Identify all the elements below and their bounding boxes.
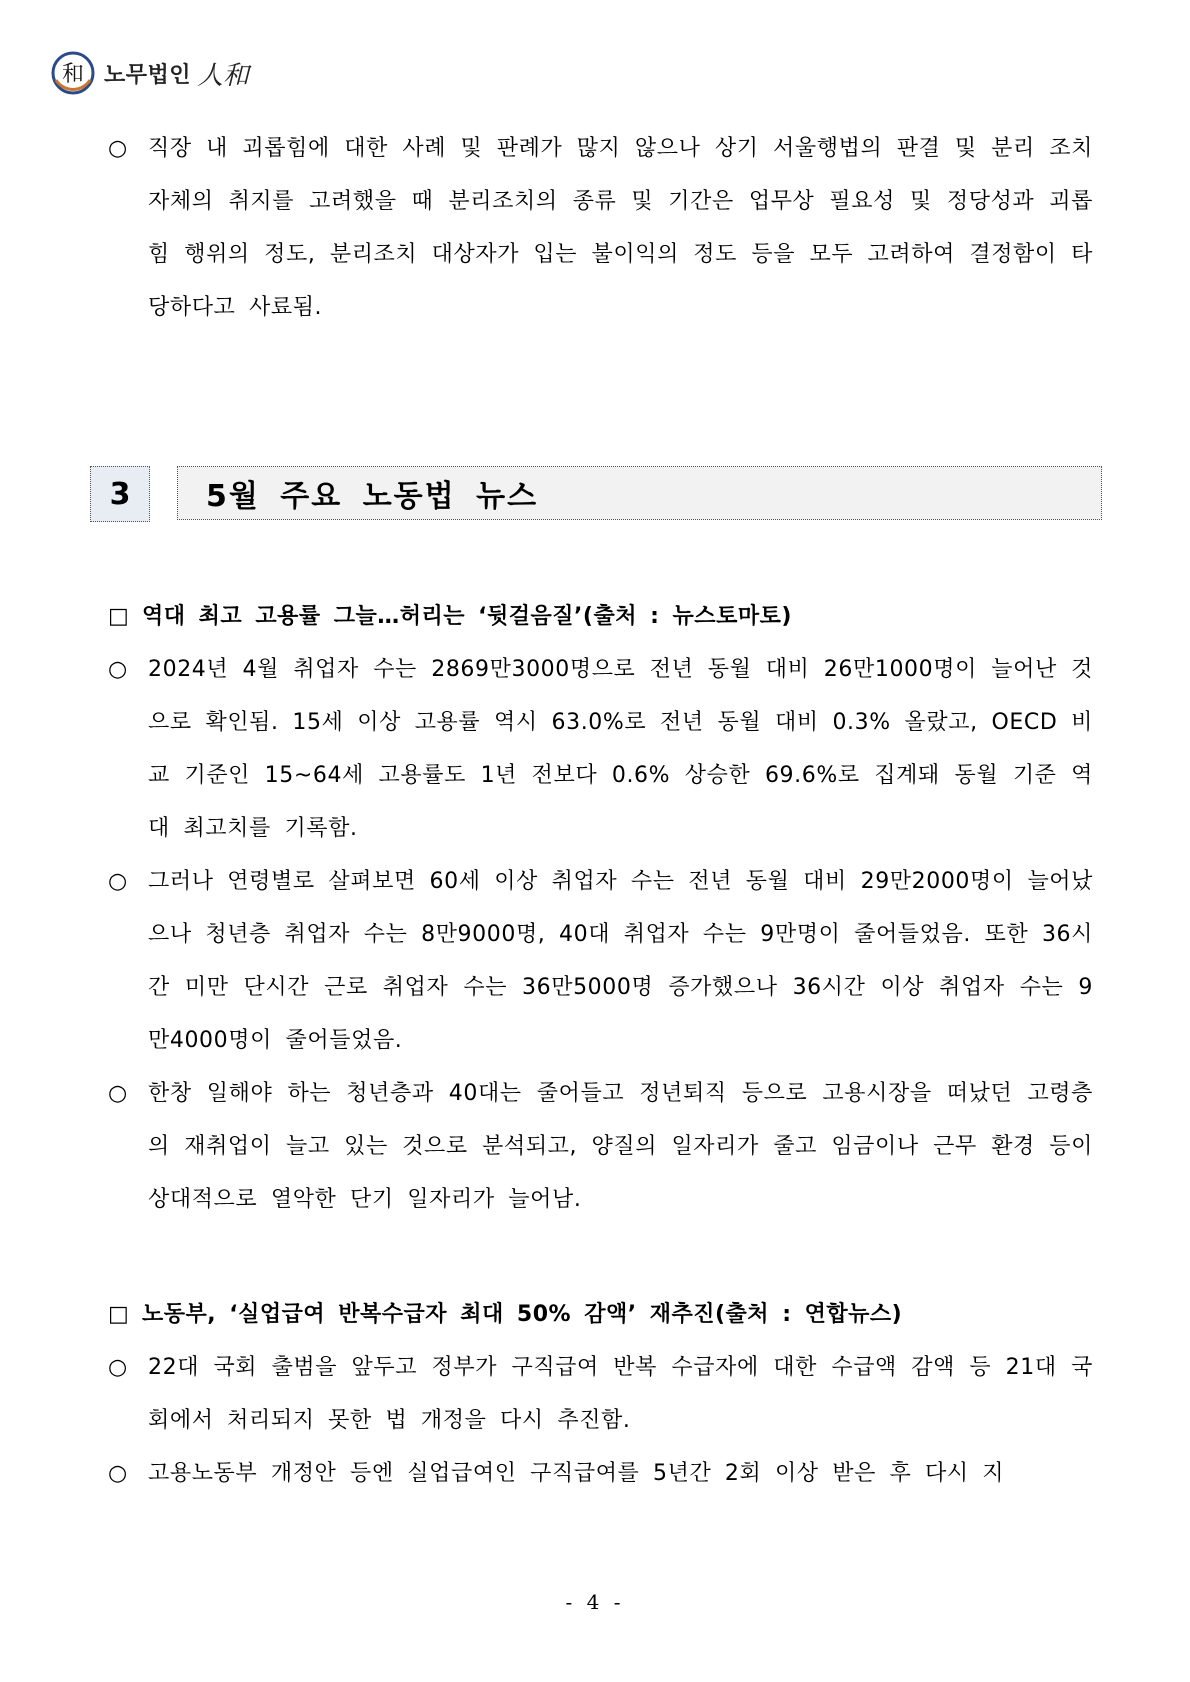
firm-name: 노무법인 xyxy=(104,62,192,88)
news-title-text: 노동부, ‘실업급여 반복수급자 최대 50% 감액’ 재추진(출처 : 연합뉴스) xyxy=(142,1302,903,1327)
section-title: 5월 주요 노동법 뉴스 xyxy=(206,479,539,514)
news-1-paragraph-1 xyxy=(108,643,1093,855)
page-number: - 4 - xyxy=(565,1590,625,1614)
intro-block xyxy=(108,122,1093,334)
paragraph-text: 고용노동부 개정안 등엔 실업급여인 구직급여를 5년간 2회 이상 받은 후 다시 지 xyxy=(148,1461,1005,1486)
square-bullet: □ xyxy=(108,604,130,629)
circle-bullet: ○ xyxy=(108,1461,128,1486)
document-header xyxy=(50,50,249,96)
logo-char: 和 xyxy=(61,62,85,87)
square-bullet: □ xyxy=(108,1302,130,1327)
news-title-text: 역대 최고 고용률 그늘…허리는 ‘뒷걸음질’(출처 : 뉴스토마토) xyxy=(142,604,792,629)
paragraph-text: 22대 국회 출범을 앞두고 정부가 구직급여 반복 수급자에 대한 수급액 감액 등 21대 국회에서 처리되지 못한 법 개정을 다시 추진함. xyxy=(148,1355,1093,1433)
circle-bullet: ○ xyxy=(108,136,128,161)
section-number: 3 xyxy=(109,476,131,512)
paragraph-text: 한창 일해야 하는 청년층과 40대는 줄어들고 정년퇴직 등으로 고용시장을 떠났던 고령층의 재취업이 늘고 있는 것으로 분석되고, 양질의 일자리가 줄고 임금이나 근무 환경 등이 상대적으로 열악한 단기 일자리가 늘어남. xyxy=(148,1081,1093,1212)
news-1-paragraph-2 xyxy=(108,855,1093,1067)
firm-mark: 人和 xyxy=(197,60,250,91)
paragraph-text: 2024년 4월 취업자 수는 2869만3000명으로 전년 동월 대비 26만1000명이 늘어난 것으로 확인됨. 15세 이상 고용률 역시 63.0%로 전년 동월 대비 0.3% 올랐고, OECD 비교 기준인 15~64세 고용률도 1년 전보다 0.6% 상승한 69.6%로 집계돼 동월 기준 역대 최고치를 기록함. xyxy=(148,657,1093,841)
news-2-body xyxy=(108,1341,1093,1500)
circle-bullet: ○ xyxy=(108,657,128,682)
news-title-2 xyxy=(108,1288,1127,1341)
circle-bullet: ○ xyxy=(108,869,128,894)
circle-bullet: ○ xyxy=(108,1355,128,1380)
news-2-paragraph-2 xyxy=(108,1447,1093,1500)
news-title-1 xyxy=(108,590,1127,643)
news-1-paragraph-3 xyxy=(108,1067,1093,1226)
section-title-box xyxy=(177,466,1102,520)
paragraph-text: 그러나 연령별로 살펴보면 60세 이상 취업자 수는 전년 동월 대비 29만2000명이 늘어났으나 청년층 취업자 수는 8만9000명, 40대 취업자 수는 9만명이 줄어들었음. 또한 36시간 미만 단시간 근로 취업자 수는 36만5000명 증가했으나 36시간 이상 취업자 수는 9만4000명이 줄어들었음. xyxy=(148,869,1093,1053)
circle-bullet: ○ xyxy=(108,1081,128,1106)
intro-paragraph-text: 직장 내 괴롭힘에 대한 사례 및 판례가 많지 않으나 상기 서울행법의 판결 및 분리 조치 자체의 취지를 고려했을 때 분리조치의 종류 및 기간은 업무상 필요성 및 정당성과 괴롭힘 행위의 정도, 분리조치 대상자가 입는 불이익의 정도 등을 모두 고려하여 결정함이 타당하다고 사료됨. xyxy=(148,136,1093,320)
firm-logo-icon xyxy=(50,50,96,96)
news-1-body xyxy=(108,643,1093,1226)
intro-paragraph xyxy=(108,122,1093,334)
section-number-box xyxy=(90,466,150,522)
news-2-paragraph-1 xyxy=(108,1341,1093,1447)
